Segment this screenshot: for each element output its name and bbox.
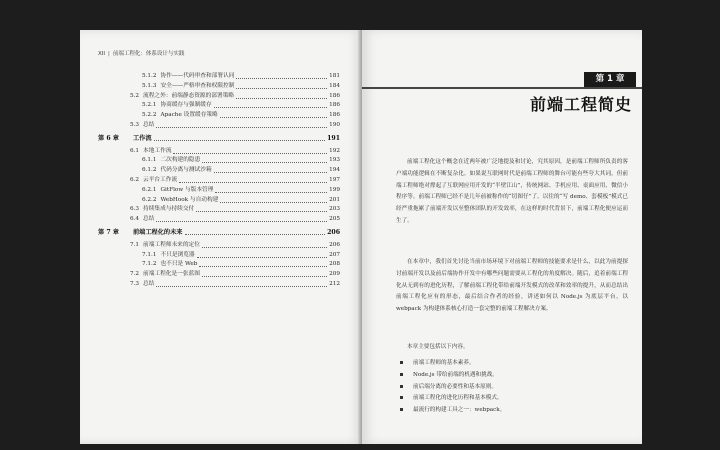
toc-number: 6.1	[130, 147, 140, 154]
toc-row	[142, 72, 340, 81]
toc-leader	[156, 285, 327, 287]
topic-list	[400, 358, 505, 417]
toc-row	[130, 280, 340, 289]
list-item: 前后端分离的必要性和基本原则。	[400, 382, 505, 394]
toc-page-number: 209	[329, 271, 340, 278]
toc-title: 代码分离与测试沙箱	[160, 167, 212, 174]
toc-row	[142, 251, 340, 260]
toc-title: 流程之外：前端静态资源的部署策略	[143, 92, 235, 99]
toc-number: 7.3	[130, 281, 140, 287]
toc-title: 本地工作流	[143, 147, 172, 154]
toc-page-number: 192	[329, 147, 340, 154]
running-head: XII | 前端工程化：体系设计与实践	[98, 51, 185, 57]
toc-title: 工作流	[133, 134, 152, 142]
toc-page-number: 186	[329, 102, 340, 109]
toc-number: 6.3	[130, 206, 140, 213]
toc-row	[98, 228, 340, 237]
book-title: 前端工程化：体系设计与实践	[112, 51, 185, 57]
toc-page-number: 197	[329, 177, 340, 183]
toc-leader	[202, 246, 327, 248]
toc-leader	[202, 275, 327, 277]
toc-page-number: 207	[329, 251, 340, 258]
toc-page-number: 191	[327, 134, 340, 142]
toc-number: 6.2	[130, 177, 140, 183]
toc-page-number: 206	[327, 229, 340, 236]
toc-leader	[173, 152, 327, 154]
toc-number: 7.2	[130, 271, 140, 278]
bullet-icon	[400, 396, 403, 399]
toc-title: 二次构建的隐患	[160, 157, 201, 164]
toc-leader	[236, 87, 327, 89]
toc-leader	[154, 139, 326, 141]
toc-page-number: 181	[329, 73, 340, 79]
toc-row	[130, 215, 340, 224]
toc-page-number: 212	[329, 281, 340, 287]
toc-leader	[214, 171, 327, 173]
body-paragraph-2: 在本章中，我们首先讨论当前市场环境下对前端工程师的技能要求是什么，以此为前提探讨前端开发以及前后端协作开发中有哪些问题需要从工程化的角度解决。随后，追着前端工程化从无到有的进化历程，了解前端工程化带给前端开发模式的改革和效率的提升，从而总结出前端工程化应有的形态，最后结合作者的经验，讲述如何以 Node.js 为底层平台，以 webpack 为构建体系核心打造一套完整的前端工程解决方案。	[396, 259, 628, 313]
toc-title: 安全——严格审查和权限控制	[160, 82, 235, 89]
toc-row	[130, 205, 340, 214]
toc-page-number: 184	[329, 82, 340, 89]
toc-number: 7.1	[130, 241, 140, 248]
bullet-icon	[400, 385, 403, 388]
toc-number: 5.3	[130, 122, 140, 128]
chapter-title: 前端工程简史	[529, 95, 632, 114]
bullet-icon	[400, 408, 403, 411]
toc-title: Apache 设置缓存策略	[160, 112, 218, 119]
toc-number: 6.2.2	[142, 196, 157, 203]
list-item: Node.js 带给前端的机遇和挑战。	[400, 370, 505, 382]
toc-leader	[220, 116, 327, 118]
toc-page-number: 193	[329, 157, 340, 164]
toc-title: 持续集成与持续交付	[143, 206, 195, 213]
toc-row	[98, 134, 340, 143]
toc-number: 6.2.1	[142, 186, 157, 193]
toc-row	[142, 82, 340, 91]
toc-row	[130, 241, 340, 250]
toc-leader	[236, 97, 327, 99]
toc-page-number: 190	[329, 122, 340, 128]
toc-title: 总结	[143, 216, 155, 223]
toc-number: 6.1.2	[142, 167, 157, 174]
toc-number: 第 6 章	[98, 134, 119, 142]
toc-page-number: 194	[329, 167, 340, 174]
toc-leader	[220, 201, 327, 203]
toc-page-number: 186	[329, 92, 340, 99]
toc-leader	[185, 233, 326, 235]
toc-row	[142, 156, 340, 165]
toc-page-number: 203	[329, 206, 340, 213]
toc-number: 6.4	[130, 216, 140, 223]
toc-page-number: 201	[329, 196, 340, 203]
toc-leader	[236, 77, 327, 79]
toc-page-number: 208	[329, 261, 340, 268]
toc-number: 第 7 章	[98, 229, 119, 236]
toc-title: WebHook 与自动构建	[160, 196, 219, 203]
toc-title: 协作——代码审查和部署认同	[160, 73, 235, 79]
toc-row	[142, 101, 340, 110]
toc-title: 总结	[143, 122, 155, 128]
toc-title: 协商缓存与强制缓存	[160, 102, 212, 109]
toc-row	[130, 270, 340, 279]
toc-number: 5.1.3	[142, 82, 157, 89]
toc-title: GitFlow 与版本管理	[160, 186, 214, 193]
toc-number: 5.1.2	[142, 73, 157, 79]
toc-page-number: 206	[329, 241, 340, 248]
toc-page-number: 199	[329, 186, 340, 193]
bullet-icon	[400, 361, 403, 364]
toc-leader	[156, 220, 327, 222]
toc-number: 5.2.2	[142, 112, 157, 119]
page-number: XII	[98, 51, 106, 57]
toc-title: 前端工程化是一张蓝图	[143, 271, 200, 278]
chapter-label: 第 1 章	[584, 72, 636, 87]
toc-leader	[202, 161, 327, 163]
toc-title: 总结	[143, 281, 155, 287]
toc-leader	[196, 210, 327, 212]
toc-row	[130, 147, 340, 156]
list-intro: 本章主要包括以下内容。	[407, 344, 469, 350]
toc-row	[142, 166, 340, 175]
toc-row	[130, 121, 340, 130]
body-paragraph-1: 前端工程化这个概念在近两年被广泛地提及和讨论，究其原因，是前端工程师所负责的客户端功能逻辑在不断复杂化。如果说互联网时代是前端工程师的舞台可能有些夸大其词，但前端工程师绝对撑起了互联网应用开发的“半壁江山”，传统网站、手机应用、桌面应用、微信小程序等。前端工程师已经不是几年前被称作的“切图仔”了。以往的“写 demo、套模板”模式已经严重拖累了前端开发以至整体团队的开发效率，在这样的时代背景下，前端工程化便应运而生了。	[396, 159, 628, 224]
toc-number: 5.2.1	[142, 102, 157, 109]
toc-title: 不只是浏览器	[160, 251, 195, 258]
toc-page-number: 186	[329, 112, 340, 119]
toc-leader	[197, 256, 328, 258]
toc-number: 6.1.1	[142, 157, 157, 164]
toc-title: 前端工程师未来的定位	[143, 241, 200, 248]
toc-number: 7.1.2	[142, 261, 157, 268]
toc-number: 5.2	[130, 92, 140, 99]
toc-leader	[179, 181, 327, 183]
toc-row	[142, 111, 340, 120]
list-item: 最流行的构建工具之一：webpack。	[400, 405, 505, 417]
bullet-icon	[400, 373, 403, 376]
toc-number: 7.1.1	[142, 251, 157, 258]
toc-title: 云平台工作流	[143, 177, 178, 183]
toc-row	[142, 196, 340, 205]
toc-row	[142, 260, 340, 269]
toc-leader	[214, 106, 327, 108]
toc-leader	[215, 191, 327, 193]
toc-title: 也不只是 Web	[160, 261, 198, 268]
toc-leader	[156, 126, 327, 128]
toc-row	[142, 186, 340, 195]
list-item: 前端工程师的基本素养。	[400, 358, 505, 370]
left-page	[80, 30, 362, 444]
list-item: 前端工程化的进化历程和基本模式。	[400, 393, 505, 405]
toc-title: 前端工程化的未来	[133, 229, 183, 236]
toc-leader	[199, 265, 327, 267]
right-page	[362, 30, 642, 444]
toc-row	[130, 92, 340, 101]
toc-row	[130, 176, 340, 185]
toc-page-number: 205	[329, 216, 340, 223]
chapter-rule	[362, 87, 642, 89]
